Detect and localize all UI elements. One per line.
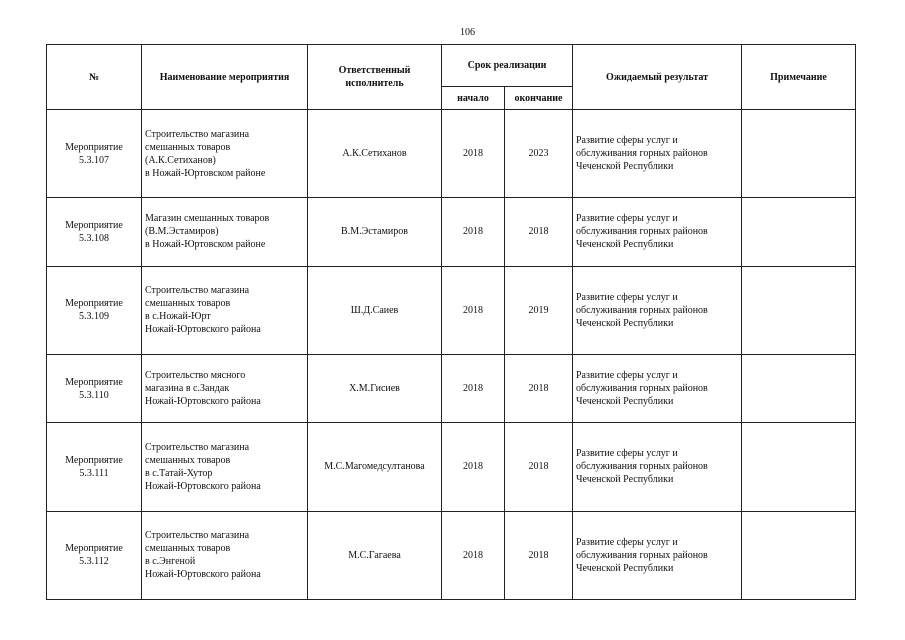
header-responsible: Ответственный исполнитель	[308, 45, 442, 110]
event-start: 2018	[442, 423, 505, 511]
header-result: Ожидаемый результат	[573, 45, 742, 110]
event-note	[742, 266, 856, 354]
event-start: 2018	[442, 354, 505, 422]
event-start: 2018	[442, 266, 505, 354]
event-note	[742, 354, 856, 422]
event-id: Мероприятие 5.3.109	[47, 266, 142, 354]
table-row	[47, 110, 856, 198]
header-note: Примечание	[742, 45, 856, 110]
event-id: Мероприятие 5.3.107	[47, 110, 142, 198]
event-responsible: А.К.Сетиханов	[308, 110, 442, 198]
event-responsible: В.М.Эстамиров	[308, 198, 442, 266]
event-note	[742, 110, 856, 198]
event-name: Строительство мясного магазина в с.Зандак Ножай-Юртовского района	[142, 354, 308, 422]
event-note	[742, 511, 856, 599]
event-id: Мероприятие 5.3.110	[47, 354, 142, 422]
event-end: 2018	[505, 511, 573, 599]
event-start: 2018	[442, 511, 505, 599]
event-id: Мероприятие 5.3.108	[47, 198, 142, 266]
header-end: окончание	[505, 87, 573, 110]
event-result: Развитие сферы услуг и обслуживания горных районов Чеченской Республики	[573, 511, 742, 599]
page-number: 106	[460, 27, 475, 38]
event-note	[742, 198, 856, 266]
event-responsible: Ш.Д.Саиев	[308, 266, 442, 354]
event-name: Строительство магазина смешанных товаров в с.Ножай-Юрт Ножай-Юртовского района	[142, 266, 308, 354]
event-name: Строительство магазина смешанных товаров в с.Энгеной Ножай-Юртовского района	[142, 511, 308, 599]
event-end: 2018	[505, 354, 573, 422]
event-end: 2023	[505, 110, 573, 198]
table-row	[47, 423, 856, 511]
event-name: Строительство магазина смешанных товаров в с.Татай-Хутор Ножай-Юртовского района	[142, 423, 308, 511]
header-name: Наименование мероприятия	[142, 45, 308, 110]
event-result: Развитие сферы услуг и обслуживания горных районов Чеченской Республики	[573, 354, 742, 422]
event-note	[742, 423, 856, 511]
events-table	[46, 44, 856, 600]
event-start: 2018	[442, 110, 505, 198]
event-id: Мероприятие 5.3.111	[47, 423, 142, 511]
event-end: 2018	[505, 198, 573, 266]
event-result: Развитие сферы услуг и обслуживания горных районов Чеченской Республики	[573, 110, 742, 198]
event-responsible: М.С.Гагаева	[308, 511, 442, 599]
event-result: Развитие сферы услуг и обслуживания горных районов Чеченской Республики	[573, 198, 742, 266]
event-responsible: М.С.Магомедсултанова	[308, 423, 442, 511]
header-start: начало	[442, 87, 505, 110]
table-row	[47, 511, 856, 599]
header-period: Срок реализации	[442, 45, 573, 87]
event-name: Строительство магазина смешанных товаров (А.К.Сетиханов) в Ножай-Юртовском районе	[142, 110, 308, 198]
event-name: Магазин смешанных товаров (В.М.Эстамиров) в Ножай-Юртовском районе	[142, 198, 308, 266]
event-id: Мероприятие 5.3.112	[47, 511, 142, 599]
table-row	[47, 266, 856, 354]
event-responsible: Х.М.Гисиев	[308, 354, 442, 422]
table-row	[47, 354, 856, 422]
header-row	[47, 45, 856, 87]
event-start: 2018	[442, 198, 505, 266]
event-result: Развитие сферы услуг и обслуживания горных районов Чеченской Республики	[573, 266, 742, 354]
event-end: 2018	[505, 423, 573, 511]
event-result: Развитие сферы услуг и обслуживания горных районов Чеченской Республики	[573, 423, 742, 511]
event-end: 2019	[505, 266, 573, 354]
table-row	[47, 198, 856, 266]
header-num: №	[47, 45, 142, 110]
